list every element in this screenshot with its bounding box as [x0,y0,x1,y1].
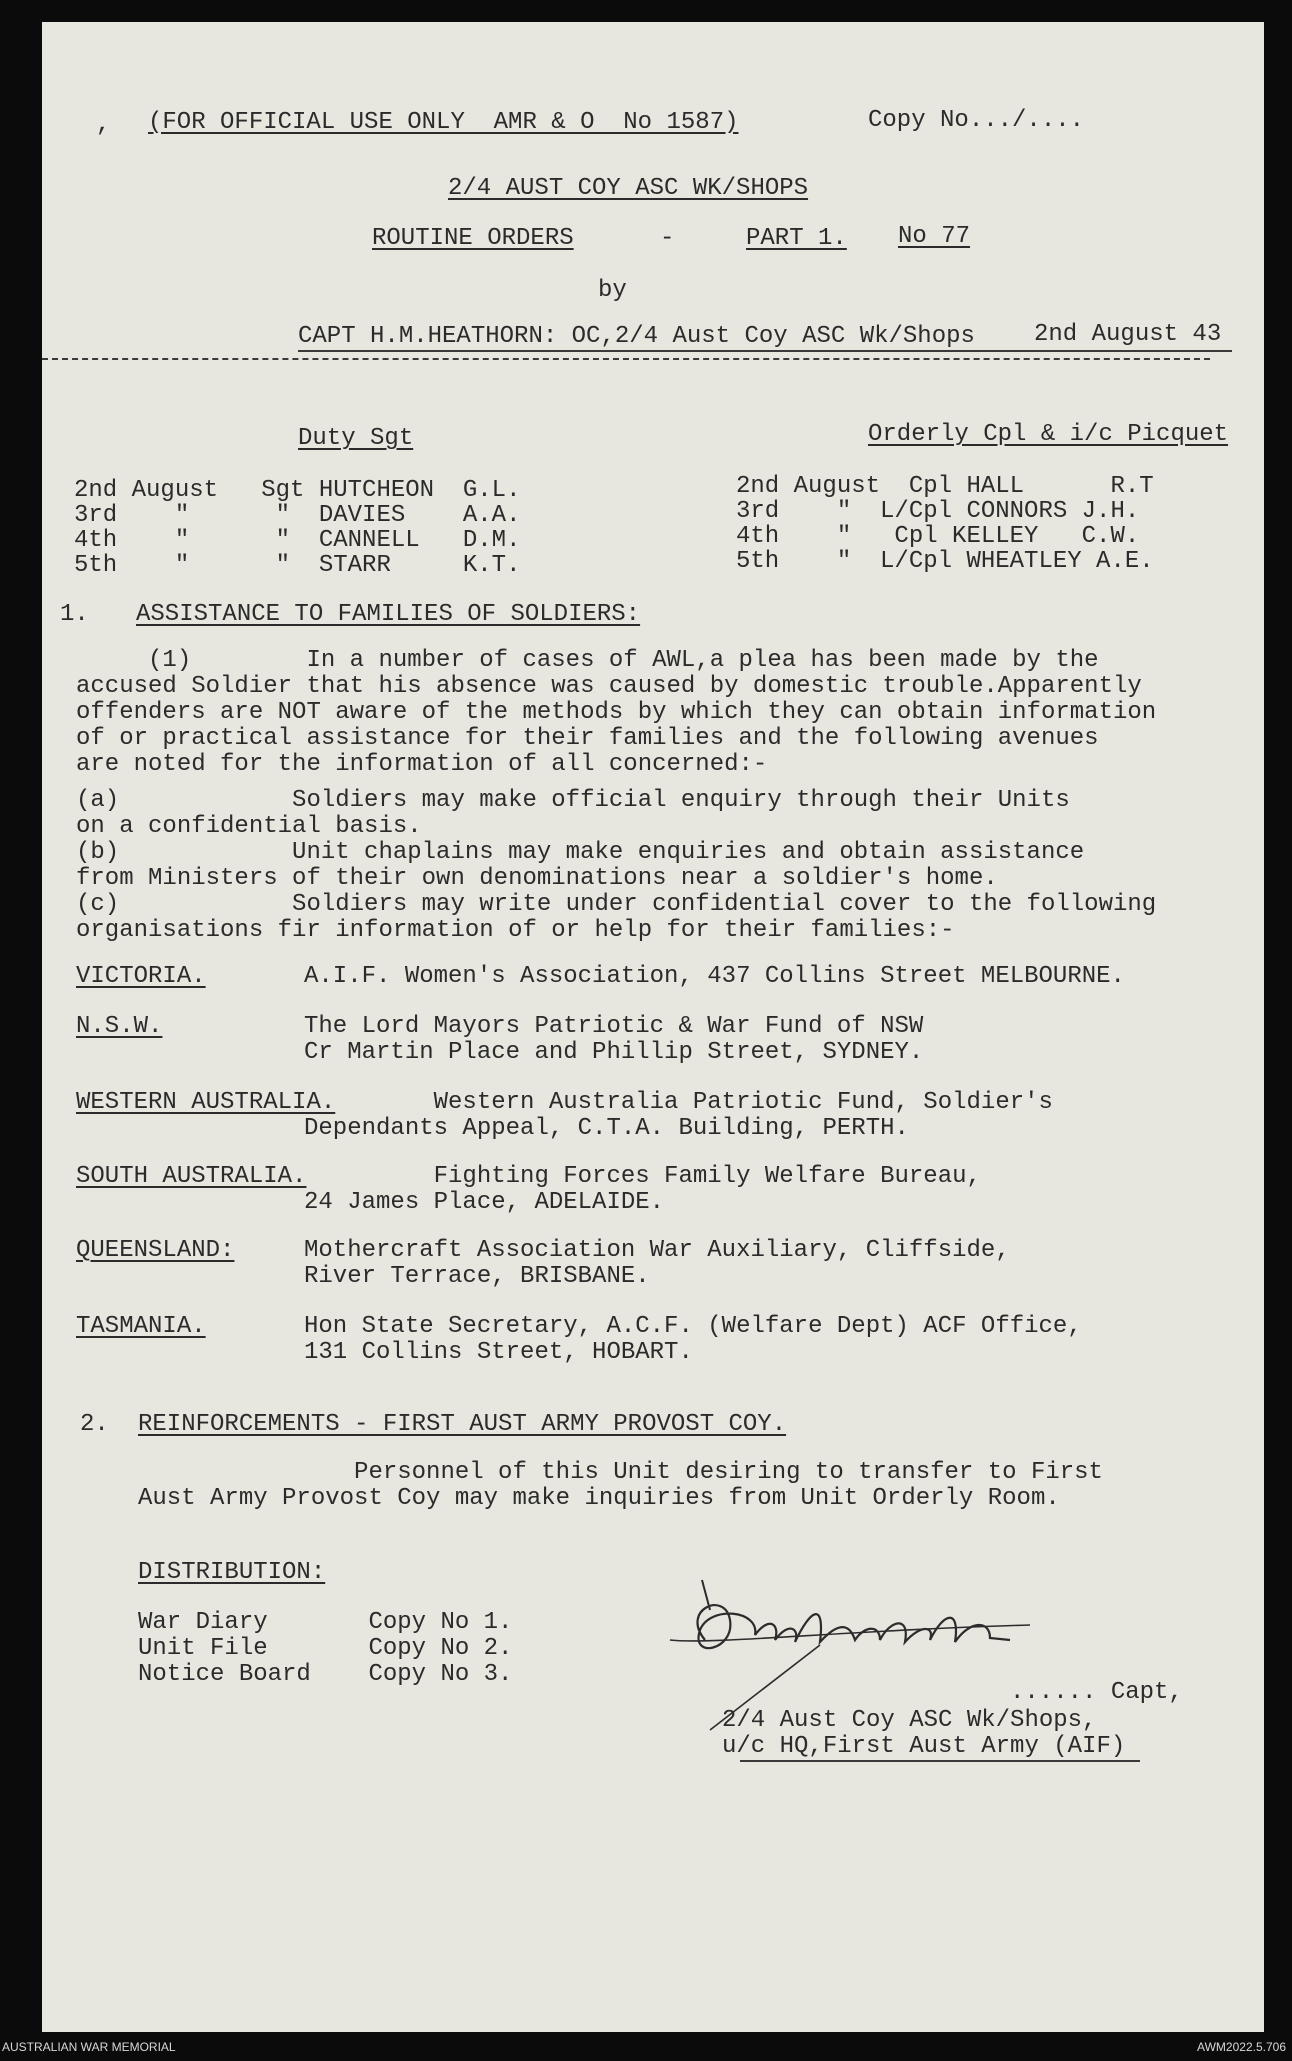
state-address: River Terrace, BRISBANE. [304,1263,650,1290]
duty-sgt-row: 4th " " CANNELL D.M. [74,527,521,554]
state-address: 131 Collins Street, HOBART. [304,1339,693,1366]
routine-orders: ROUTINE ORDERS [372,225,574,252]
paragraph-line: accused Soldier that his absence was caused by domestic trouble.Apparently [76,673,1142,700]
signature-hq: u/c HQ,First Aust Army (AIF) [722,1733,1126,1760]
footer-accession: AWM2022.5.706 [1197,2040,1286,2054]
distribution-row: Notice Board Copy No 3. [138,1661,513,1688]
paragraph-line: (1) In a number of cases of AWL,a plea has been made by the [76,647,1099,674]
section2-line: Personnel of this Unit desiring to transfer to First [138,1459,1103,1486]
copy-number: Copy No.../.... [868,107,1085,134]
header-dash: - [660,225,675,252]
state-address: Mothercraft Association War Auxiliary, Cliffside, [304,1237,1010,1264]
duty-sgt-row: 5th " " STARR K.T. [74,552,521,579]
orderly-cpl-row: 5th " L/Cpl WHEATLEY A.E. [736,548,1154,575]
paragraph-line: offenders are NOT aware of the methods by which they can obtain information [76,699,1157,726]
state-address: The Lord Mayors Patriotic & War Fund of NSW [304,1013,924,1040]
state-name: N.S.W. [76,1013,163,1040]
captain-line: CAPT H.M.HEATHORN: OC,2/4 Aust Coy ASC Wk/Shops [298,323,975,350]
state-address: 24 James Place, ADELAIDE. [304,1189,665,1216]
footer-institution: AUSTRALIAN WAR MEMORIAL [2,2040,176,2054]
duty-sgt-row: 3rd " " DAVIES A.A. [74,502,521,529]
item-line: from Ministers of their own denominations near a soldier's home. [76,865,998,892]
orderly-cpl-row: 2nd August Cpl HALL R.T [736,473,1154,500]
state-name: QUEENSLAND: [76,1237,235,1264]
order-number: No 77 [898,223,971,250]
unit-title: 2/4 AUST COY ASC WK/SHOPS [448,175,809,202]
orderly-cpl-row: 4th " Cpl KELLEY C.W. [736,523,1140,550]
part-number: PART 1. [746,225,847,252]
distribution-row: War Diary Copy No 1. [138,1609,513,1636]
separator-line [42,358,1210,360]
orderly-cpl-row: 3rd " L/Cpl CONNORS J.H. [736,498,1140,525]
captain-underline [298,350,1232,352]
signature-unit: 2/4 Aust Coy ASC Wk/Shops, [722,1707,1097,1734]
item-line: (a) Soldiers may make official enquiry through their Units [76,787,1070,814]
header-date: 2nd August 43 [1034,321,1222,348]
state-address: Hon State Secretary, A.C.F. (Welfare Dept) ACF Office, [304,1313,1082,1340]
state-address: Dependants Appeal, C.T.A. Building, PERTH. [304,1115,909,1142]
section2-line: Aust Army Provost Coy may make inquiries from Unit Orderly Room. [138,1485,1060,1512]
paragraph-line: are noted for the information of all concerned:- [76,751,768,778]
signature-dots: ...... Capt, [1010,1679,1183,1706]
state-name: WESTERN AUSTRALIA. [76,1089,336,1116]
section1-number: 1. [60,601,89,628]
signature-underline [740,1760,1140,1762]
state-address: Cr Martin Place and Phillip Street, SYDNEY. [304,1039,924,1066]
duty-sgt-row: 2nd August Sgt HUTCHEON G.L. [74,477,521,504]
state-address: Western Australia Patriotic Fund, Soldier's [304,1089,1053,1116]
duty-sgt-heading: Duty Sgt [298,425,414,452]
section1-title: ASSISTANCE TO FAMILIES OF SOLDIERS: [136,601,641,628]
by-text: by [598,277,627,304]
state-address: Fighting Forces Family Welfare Bureau, [304,1163,981,1190]
distribution-row: Unit File Copy No 2. [138,1635,513,1662]
paragraph-line: of or practical assistance for their families and the following avenues [76,725,1099,752]
state-name: TASMANIA. [76,1313,206,1340]
orderly-cpl-heading: Orderly Cpl & i/c Picquet [868,421,1229,448]
item-line: on a confidential basis. [76,813,422,840]
section2-number: 2. [80,1411,109,1438]
item-line: organisations fir information of or help for their families:- [76,917,955,944]
section2-title: REINFORCEMENTS - FIRST AUST ARMY PROVOST COY. [138,1411,787,1438]
distribution-title: DISTRIBUTION: [138,1559,326,1586]
item-line: (c) Soldiers may write under confidential cover to the following [76,891,1157,918]
state-name: SOUTH AUSTRALIA. [76,1163,307,1190]
official-use-line: (FOR OFFICIAL USE ONLY AMR & O No 1587) [148,109,739,136]
state-name: VICTORIA. [76,963,206,990]
item-line: (b) Unit chaplains may make enquiries and obtain assistance [76,839,1085,866]
stray-mark: , [96,111,111,138]
state-address: A.I.F. Women's Association, 437 Collins Street MELBOURNE. [304,963,1125,990]
